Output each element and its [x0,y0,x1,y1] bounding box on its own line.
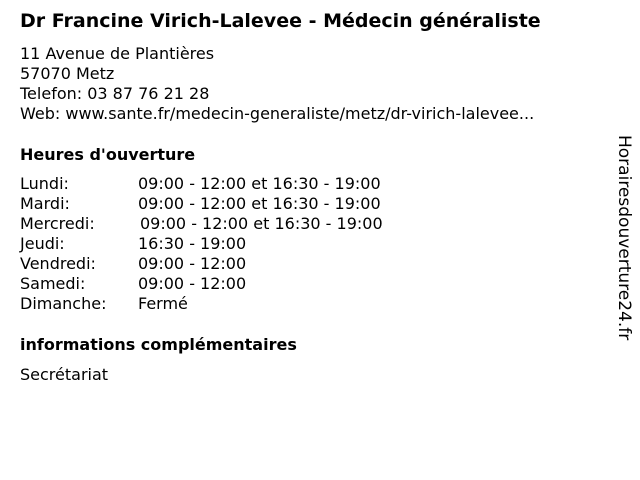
hours-time: 09:00 - 12:00 [138,274,247,293]
hours-day: Jeudi: [20,234,65,253]
watermark-text: Horairesdouverture24.fr [614,135,634,341]
hours-time: 09:00 - 12:00 et 16:30 - 19:00 [140,214,383,233]
hours-time: 09:00 - 12:00 et 16:30 - 19:00 [138,174,381,193]
hours-day: Lundi: [20,174,69,193]
hours-day: Vendredi: [20,254,96,273]
page-title: Dr Francine Virich-Lalevee - Médecin généraliste [20,10,541,32]
watermark [612,135,636,365]
hours-time: 09:00 - 12:00 [138,254,247,273]
additional-info-text: Secrétariat [20,365,109,384]
hours-time: 16:30 - 19:00 [138,234,247,253]
address-block [20,44,534,124]
hours-day: Mardi: [20,194,70,213]
hours-day: Dimanche: [20,294,107,313]
address-city: 57070 Metz [20,64,115,83]
hours-day: Mercredi: [20,214,95,233]
hours-time: Fermé [138,294,188,313]
hours-time: 09:00 - 12:00 et 16:30 - 19:00 [138,194,381,213]
phone-number: Telefon: 03 87 76 21 28 [20,84,210,103]
opening-hours-heading: Heures d'ouverture [20,145,196,164]
website-link: Web: www.sante.fr/medecin-generaliste/metz/dr-virich-lalevee... [20,104,535,123]
hours-day: Samedi: [20,274,86,293]
address-street: 11 Avenue de Plantières [20,44,215,63]
additional-info-heading: informations complémentaires [20,335,297,354]
